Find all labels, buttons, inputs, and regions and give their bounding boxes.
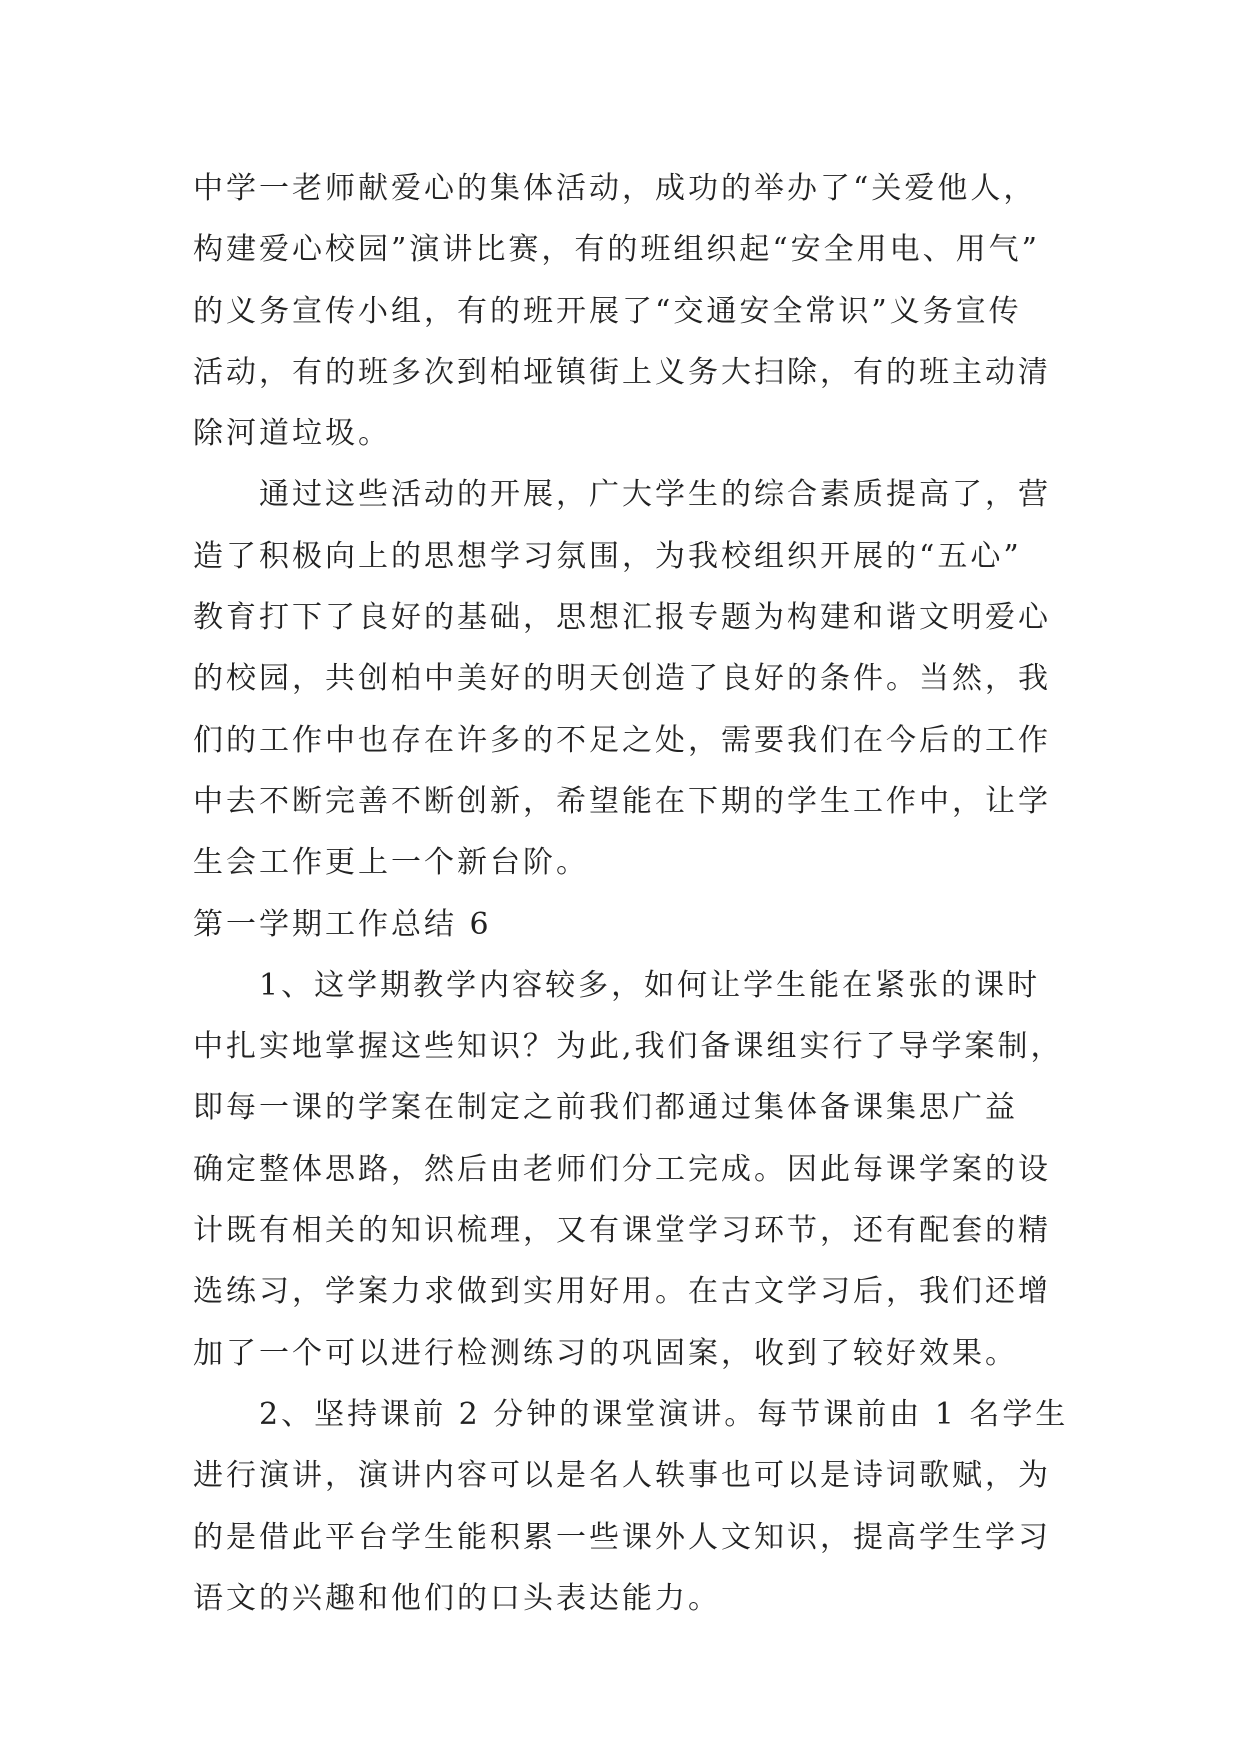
text-line: 确定整体思路，然后由老师们分工完成。因此每课学案的设 bbox=[193, 1151, 1051, 1187]
section-heading: 第一学期工作总结 6 bbox=[193, 906, 492, 942]
text-line: 造了积极向上的思想学习氛围，为我校组织开展的“五心” bbox=[193, 538, 1022, 574]
text-line: 中去不断完善不断创新，希望能在下期的学生工作中，让学 bbox=[193, 783, 1051, 819]
text-line: 语文的兴趣和他们的口头表达能力。 bbox=[193, 1580, 721, 1616]
text-line: 即每一课的学案在制定之前我们都通过集体备课集思广益 bbox=[193, 1090, 1018, 1126]
text-line: 生会工作更上一个新台阶。 bbox=[193, 845, 589, 881]
document-body bbox=[193, 158, 1069, 1629]
text-line: 通过这些活动的开展，广大学生的综合素质提高了，营 bbox=[193, 477, 1051, 513]
text-line: 活动，有的班多次到柏垭镇街上义务大扫除，有的班主动清 bbox=[193, 354, 1051, 390]
text-line: 中学一老师献爱心的集体活动，成功的举办了“关爱他人， bbox=[193, 171, 1037, 206]
text-line: 构建爱心校园”演讲比赛，有的班组织起“安全用电、用气” bbox=[193, 232, 1041, 268]
text-line: 进行演讲，演讲内容可以是名人轶事也可以是诗词歌赋，为 bbox=[193, 1458, 1051, 1494]
text-line: 计既有相关的知识梳理，又有课堂学习环节，还有配套的精 bbox=[193, 1213, 1051, 1249]
text-line: 中扎实地掌握这些知识？为此,我们备课组实行了导学案制， bbox=[193, 1029, 1064, 1065]
text-line: 1、这学期教学内容较多，如何让学生能在紧张的课时 bbox=[193, 967, 1041, 1003]
text-line: 的是借此平台学生能积累一些课外人文知识，提高学生学习 bbox=[193, 1519, 1051, 1555]
text-line: 除河道垃圾。 bbox=[193, 416, 391, 452]
text-line: 选练习，学案力求做到实用好用。在古文学习后，我们还增 bbox=[193, 1274, 1051, 1310]
text-line: 的校园，共创柏中美好的明天创造了良好的条件。当然，我 bbox=[193, 661, 1051, 697]
text-line: 们的工作中也存在许多的不足之处，需要我们在今后的工作 bbox=[193, 722, 1051, 758]
text-line: 加了一个可以进行检测练习的巩固案，收到了较好效果。 bbox=[193, 1335, 1018, 1371]
text-line: 2、坚持课前 2 分钟的课堂演讲。每节课前由 1 名学生 bbox=[193, 1396, 1069, 1432]
text-line: 教育打下了良好的基础，思想汇报专题为构建和谐文明爱心 bbox=[193, 600, 1051, 636]
text-line: 的义务宣传小组，有的班开展了“交通安全常识”义务宣传 bbox=[193, 293, 1022, 329]
